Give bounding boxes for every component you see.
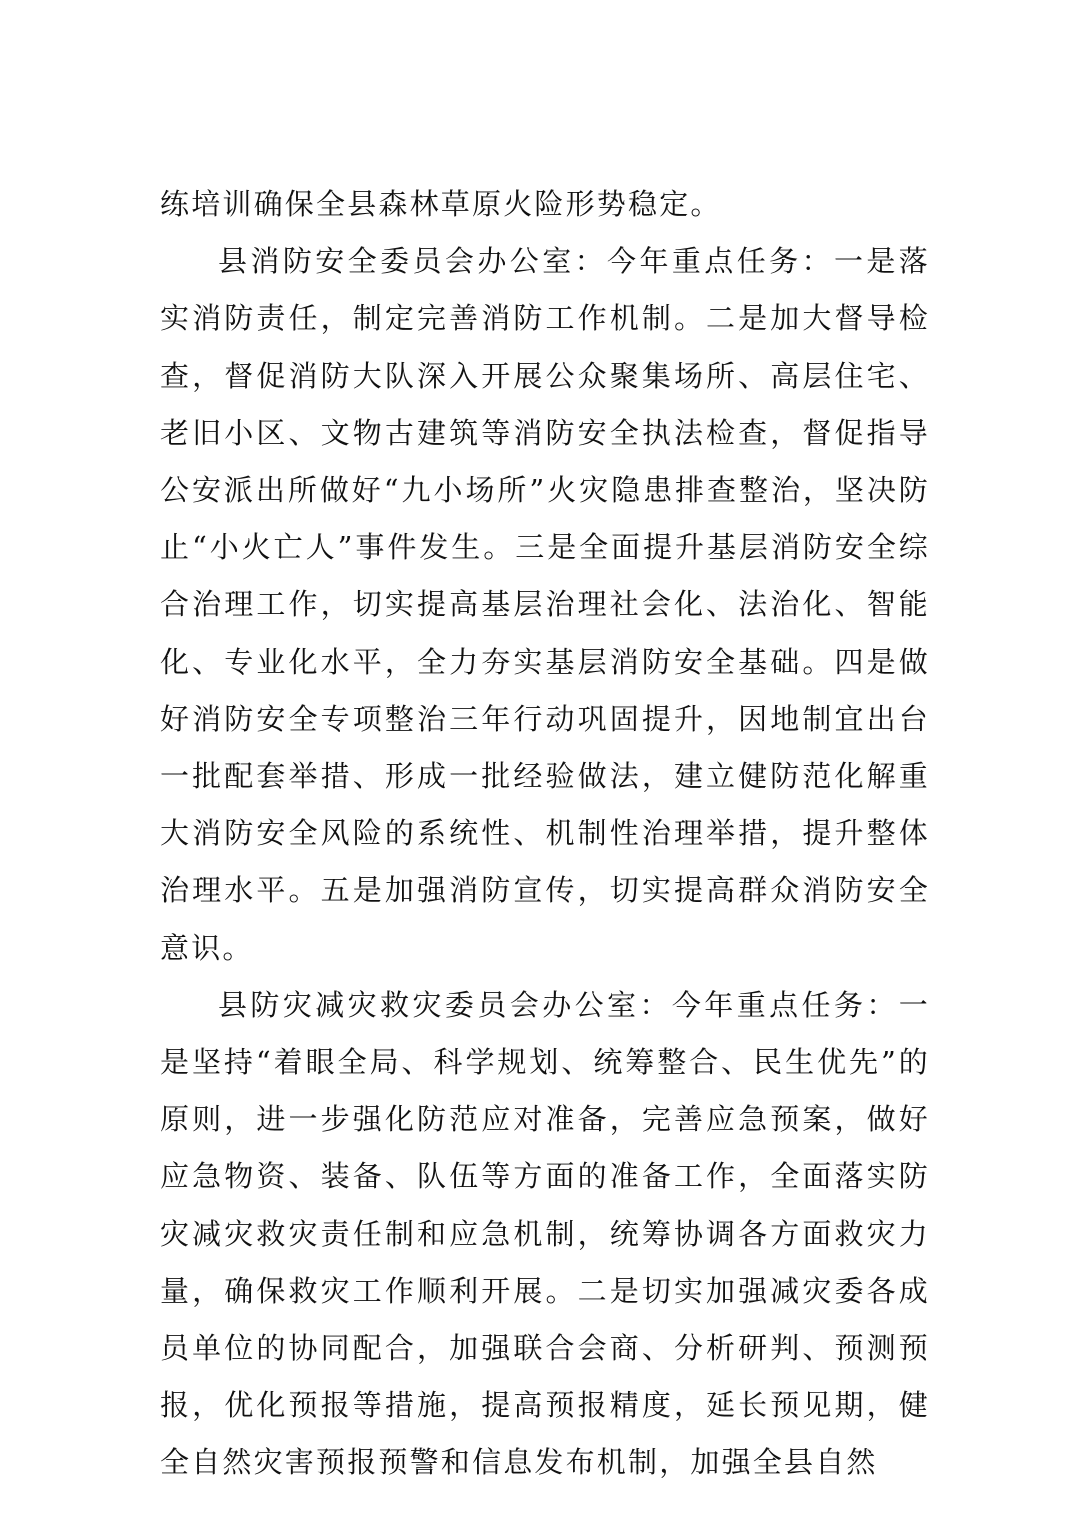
paragraph-continuation: 练培训确保全县森林草原火险形势稳定。 [160,187,722,221]
paragraph-fire-safety-office: 县消防安全委员会办公室：今年重点任务：一是落实消防责任，制定完善消防工作机制。二是加大督导检查，督促消防大队深入开展公众聚集场所、高层住宅、老旧小区、文物古建筑等消防安全执法检查，督促指导公安派出所做好“九小场所”火灾隐患排查整治，坚决防止“小火亡人”事件发生。三是全面提升基层消防安全综合治理工作，切实提高基层治理社会化、法治化、智能化、专业化水平，全力夯实基层消防安全基础。四是做好消防安全专项整治三年行动巩固提升，因地制宜出台一批配套举措、形成一批经验做法，建立健防范化解重大消防安全风险的系统性、机制性治理举措，提升整体治理水平。五是加强消防宣传，切实提高群众消防安全意识。 [160,244,930,965]
body-text [160,176,930,1492]
paragraph-disaster-reduction-office: 县防灾减灾救灾委员会办公室：今年重点任务：一是坚持“着眼全局、科学规划、统筹整合、民生优先”的原则，进一步强化防范应对准备，完善应急预案，做好应急物资、装备、队伍等方面的准备工作，全面落实防灾减灾救灾责任制和应急机制，统筹协调各方面救灾力量，确保救灾工作顺利开展。二是切实加强减灾委各成员单位的协同配合，加强联合会商、分析研判、预测预报，优化预报等措施，提高预报精度，延长预见期，健全自然灾害预报预警和信息发布机制，加强全县自然 [160,987,930,1480]
